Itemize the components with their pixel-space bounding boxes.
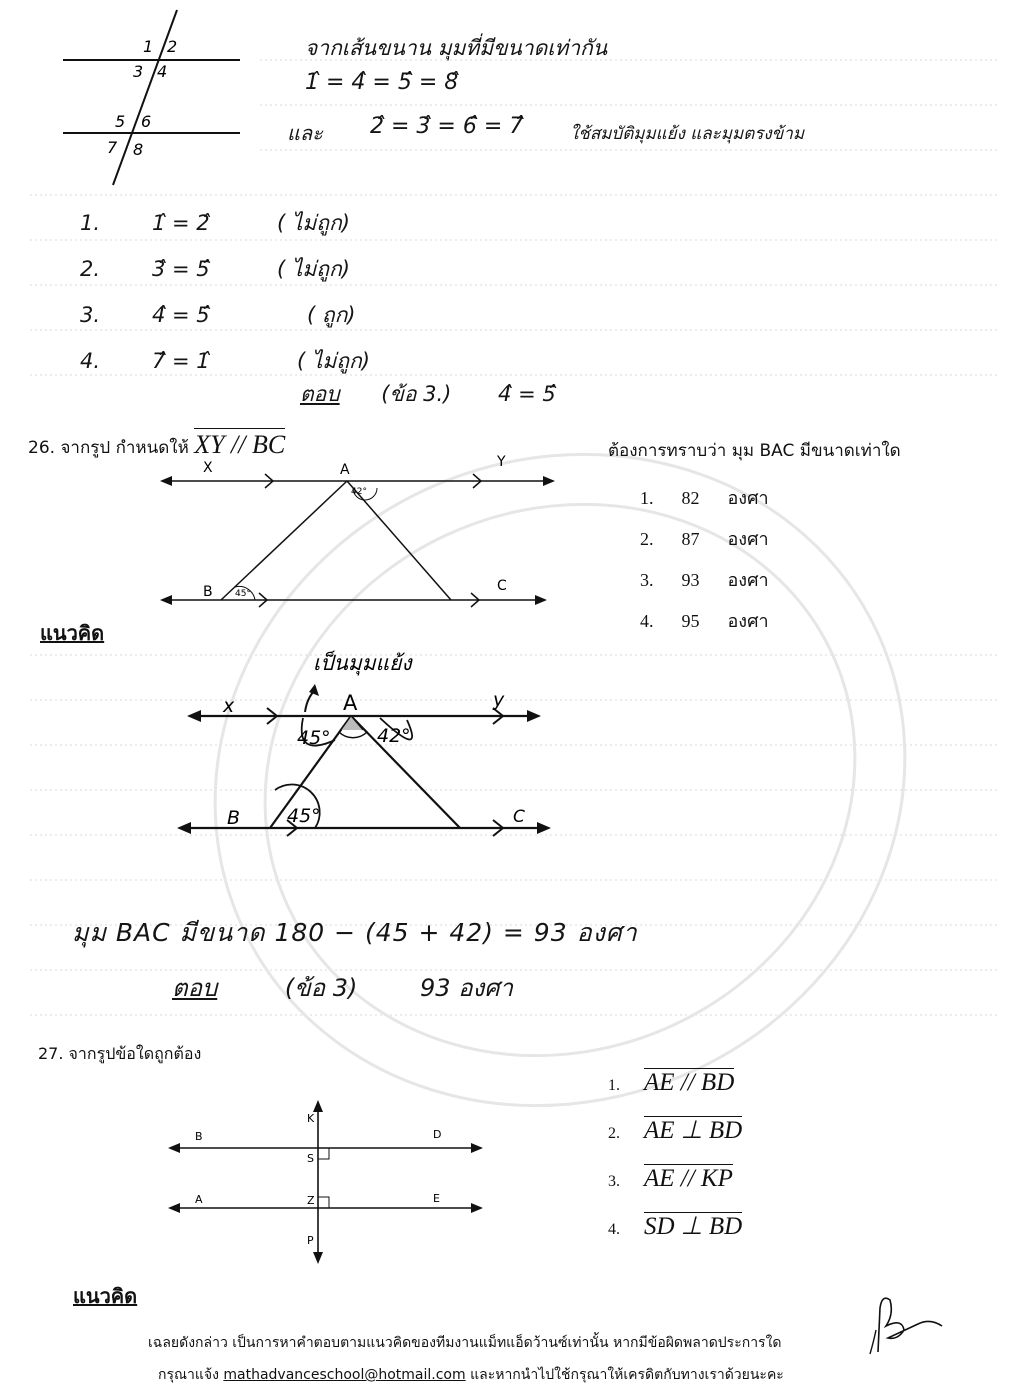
q27-options [608, 1060, 742, 1252]
method-heading: แนวคิด [73, 1284, 138, 1308]
sketch-y: y [493, 689, 505, 711]
angle-label: 8 [133, 140, 144, 159]
signature [858, 1290, 948, 1365]
option-item: 3. AE // KP [608, 1165, 733, 1192]
label-k: K [307, 1112, 315, 1125]
q26-prompt: 26. จากรูป กำหนดให้ XY // BC [28, 430, 286, 459]
check-item: 3. 4̂ = 5̂ ( ถูก) [80, 303, 356, 327]
sketch-angle-45a: 45° [297, 727, 331, 749]
sketch-angle-42: 42° [377, 725, 411, 747]
label-s: S [307, 1152, 314, 1165]
option-item: 1. AE // BD [608, 1069, 735, 1096]
note-title: จากเส้นขนาน มุมที่มีขนาดเท่ากัน [305, 36, 608, 60]
sketch-figure [175, 640, 565, 850]
option-item: 2. AE ⊥ BD [608, 1117, 743, 1144]
given-parallel: XY // BC [194, 430, 286, 459]
q27-prompt: 27. จากรูปข้อใดถูกต้อง [38, 1044, 202, 1063]
check-item: 1. 1̂ = 2̂ ( ไม่ถูก) [80, 211, 350, 235]
option-item: 4. 95 องศา [640, 611, 769, 632]
q25-answer [300, 378, 556, 411]
angle-label: 3 [133, 62, 144, 81]
triangle-figure [155, 450, 560, 620]
option-item: 3. 93 องศา [640, 570, 769, 591]
perpendicular-figure [165, 1098, 490, 1273]
label-d: D [433, 1128, 442, 1141]
answer-choice: (ข้อ 3.) [381, 382, 452, 406]
equal-angles-1: 1̂ = 4̂ = 5̂ = 8̂ [305, 70, 459, 95]
option-item: 2. 87 องศา [640, 529, 769, 550]
label-c: C [497, 578, 507, 594]
label-y: Y [497, 454, 506, 470]
option-item: 1. 82 องศา [640, 488, 769, 509]
label-b: B [203, 584, 213, 600]
sketch-b: B [227, 807, 241, 829]
and-word: และ [287, 121, 323, 145]
sketch-angle-45b: 45° [287, 805, 321, 827]
angle-label: 7 [107, 138, 118, 157]
answer-label: ตอบ [172, 974, 218, 1002]
label-z: Z [307, 1194, 315, 1207]
label-a: A [195, 1193, 203, 1206]
q26-working: มุม BAC มีขนาด 180 − (45 + 42) = 93 องศา [72, 918, 638, 947]
angle-45: 45° [235, 589, 251, 599]
label-b: B [195, 1130, 203, 1143]
angle-42: 42° [351, 487, 367, 497]
property-note: ใช้สมบัติมุมแย้ง และมุมตรงข้าม [570, 124, 805, 144]
check-list [80, 200, 370, 384]
label-a: A [340, 462, 350, 478]
answer-choice: (ข้อ 3) [284, 974, 358, 1002]
option-item: 4. SD ⊥ BD [608, 1213, 743, 1240]
angle-label: 4 [157, 62, 168, 81]
check-item: 4. 7̂ = 1̂ ( ไม่ถูก) [80, 349, 370, 373]
q26-options [640, 478, 769, 642]
label-x: X [203, 460, 213, 476]
sketch-c: C [513, 807, 525, 827]
alternate-angle-note: เป็นมุมแย้ง [313, 651, 412, 675]
angle-label: 1 [143, 37, 154, 56]
answer-value: 93 องศา [419, 974, 513, 1002]
label-e: E [433, 1192, 440, 1205]
equal-angles-2: 2̂ = 3̂ = 6̂ = 7̂ [370, 114, 524, 139]
sketch-a: A [343, 691, 358, 715]
footer-contact: กรุณาแจ้ง mathadvanceschool@hotmail.com และหากนำไปใช้กรุณาให้เครดิตกับทางเราด้วยนะคะ [158, 1367, 784, 1383]
sketch-x: x [223, 695, 235, 717]
label-p: P [307, 1234, 314, 1247]
angle-label: 2 [167, 37, 178, 56]
q26-answer [172, 968, 513, 1007]
check-item: 2. 3̂ = 5̂ ( ไม่ถูก) [80, 257, 350, 281]
angle-label: 5 [115, 112, 126, 131]
footer-disclaimer: เฉลยดังกล่าว เป็นการหาคำตอบตามแนวคิดของทีมงานแม็ทแอ็ดว้านซ์เท่านั้น หากมีข้อผิดพลาดประการใด [148, 1335, 782, 1351]
angle-label: 6 [141, 112, 152, 131]
contact-email[interactable]: mathadvanceschool@hotmail.com [223, 1367, 466, 1383]
answer-label: ตอบ [300, 382, 340, 406]
answer-expr: 4̂ = 5̂ [498, 382, 556, 406]
parallel-lines-figure [55, 5, 255, 190]
method-heading: แนวคิด [40, 621, 105, 645]
q26-question: ต้องการทราบว่า มุม BAC มีขนาดเท่าใด [608, 441, 901, 461]
